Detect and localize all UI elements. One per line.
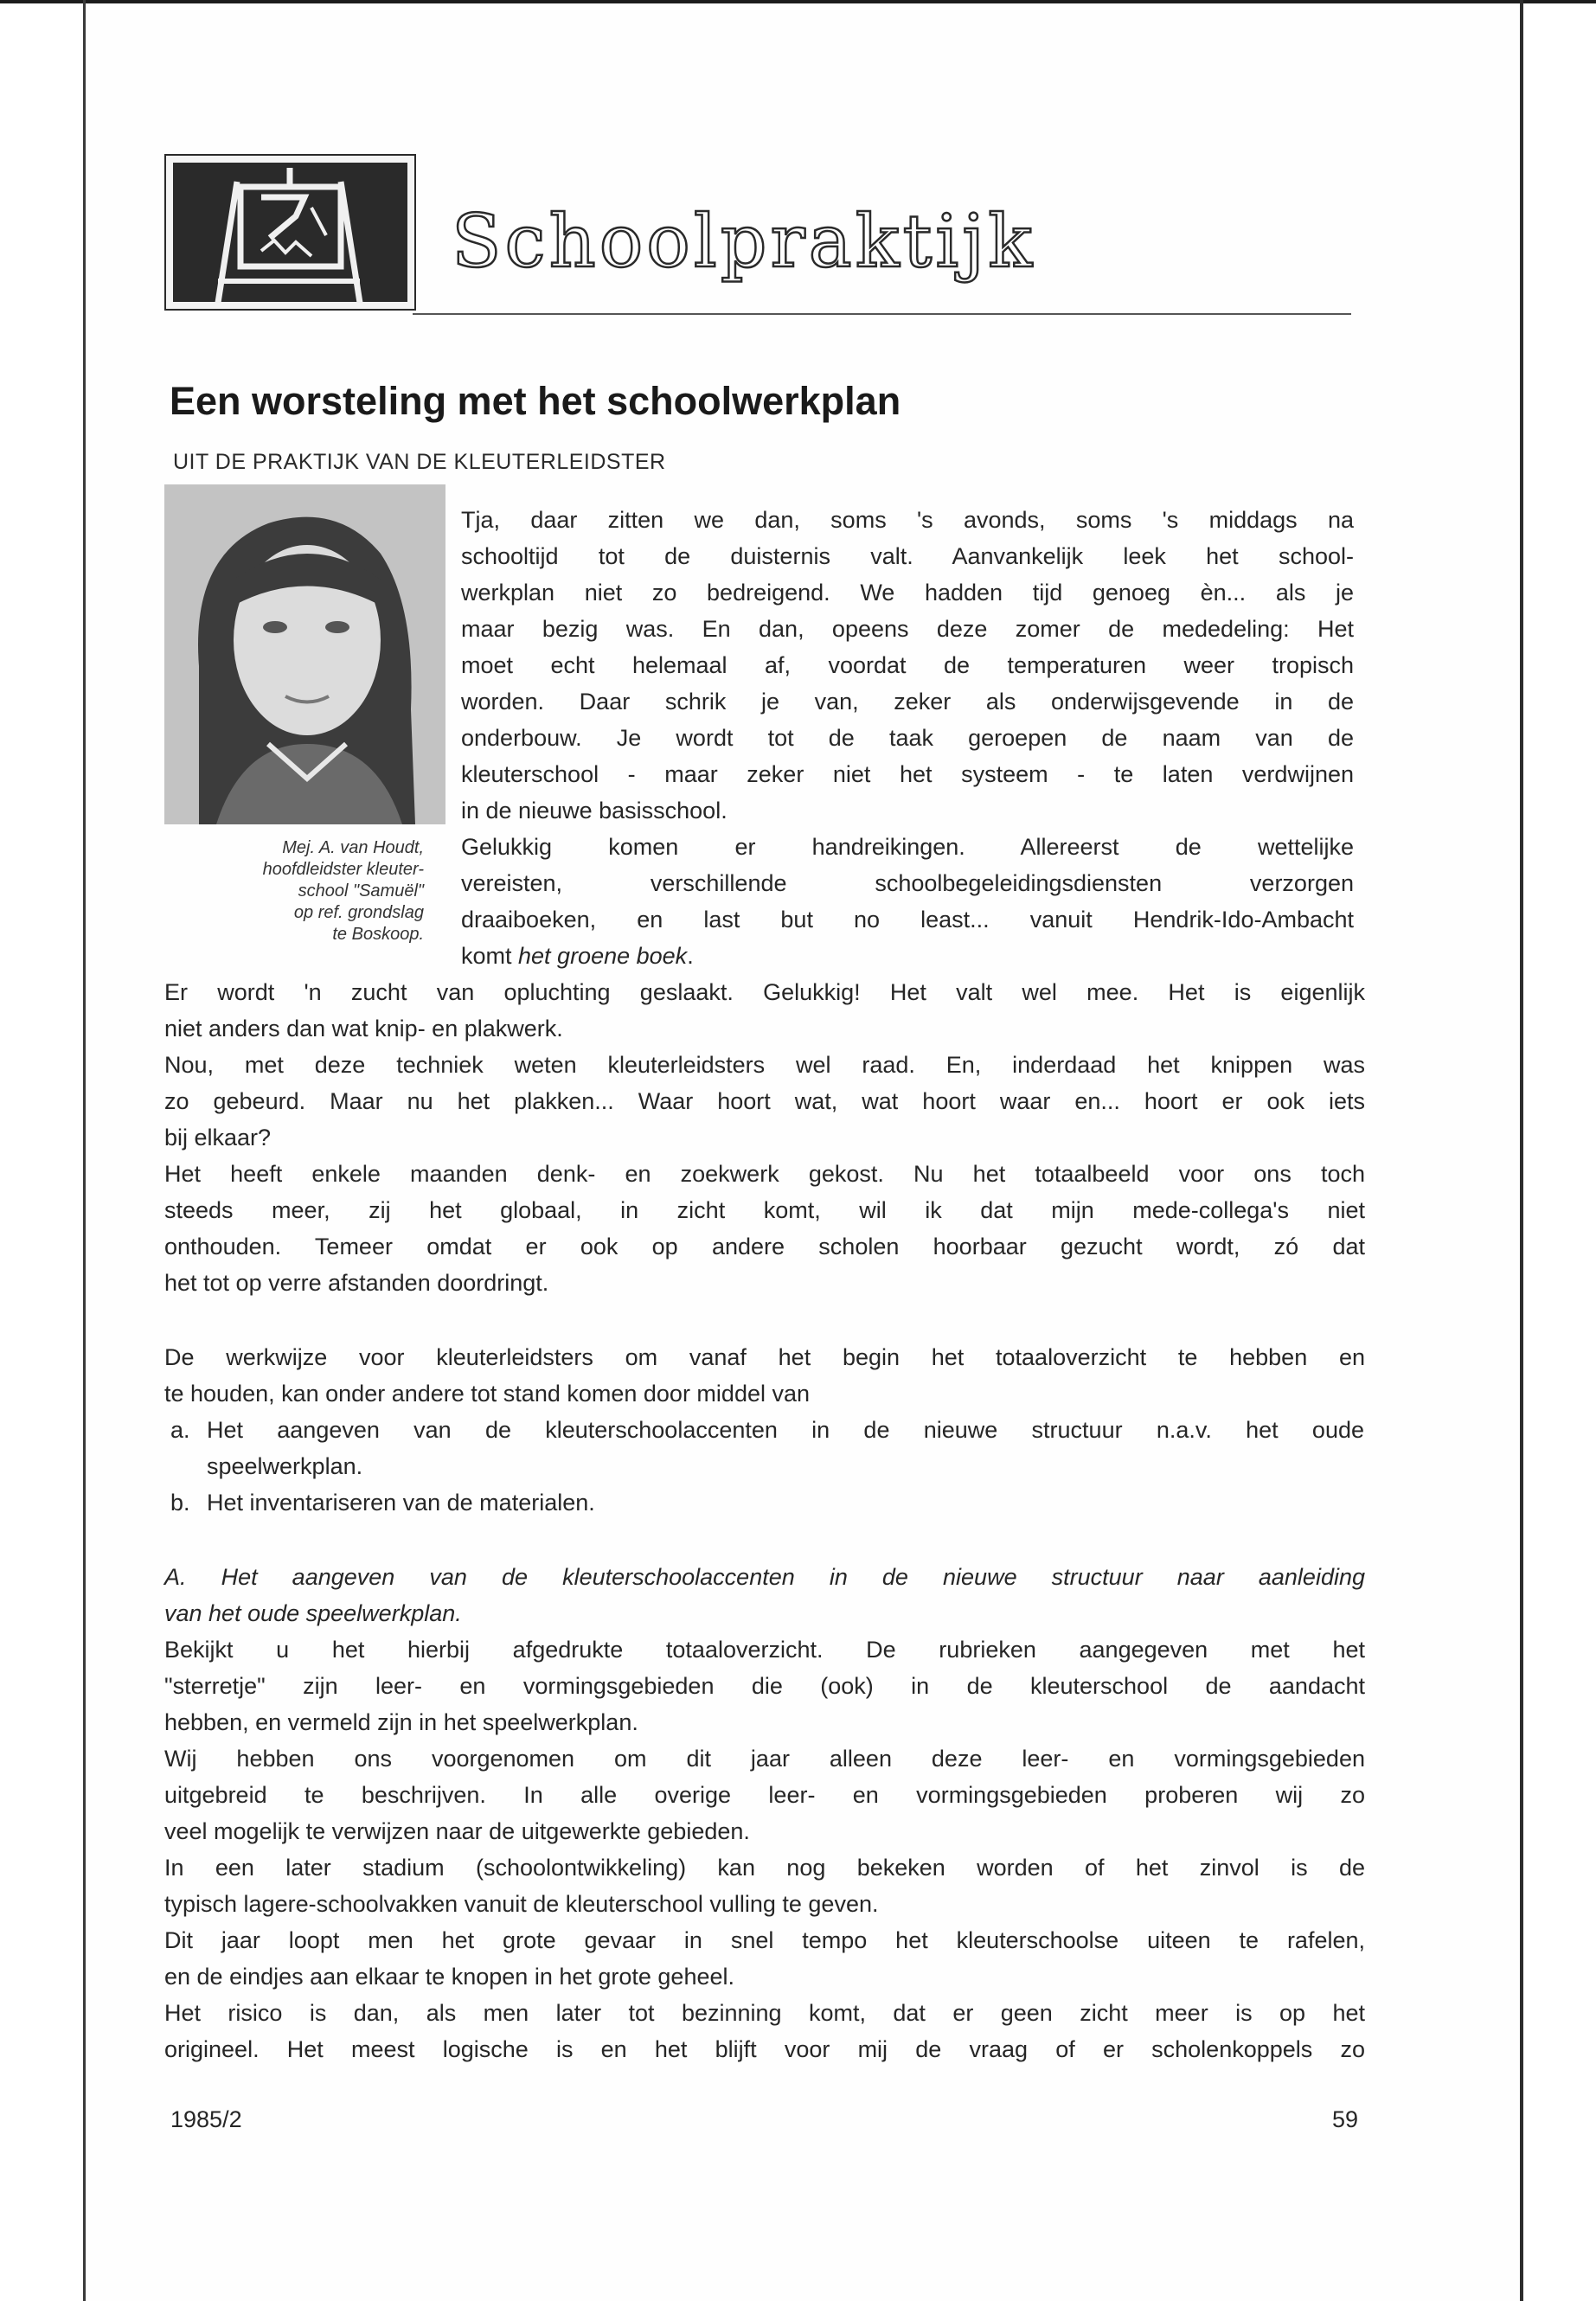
easel-icon [164, 154, 416, 311]
text-line: Bekijkt u het hierbij afgedrukte totaaloverzicht. De rubrieken aangegeven met het [164, 1637, 1365, 1663]
text-line: kleuterschool - maar zeker niet het systeem - te laten verdwijnen [461, 761, 1354, 787]
text-line: maar bezig was. En dan, opeens deze zomer de mededeling: Het [461, 616, 1354, 642]
text-line: worden. Daar schrik je van, zeker als onderwijsgevende in de [461, 689, 1354, 715]
text-line: onderbouw. Je wordt tot de taak geroepen de naam van de [461, 725, 1354, 751]
text-line: Het inventariseren van de materialen. [207, 1490, 595, 1516]
text-line: Dit jaar loopt men het grote gevaar in snel tempo het kleuterschoolse uiteen te rafelen, [164, 1927, 1365, 1953]
section-title: Schoolpraktijk [452, 199, 1036, 284]
body-paragraph-2 [164, 1339, 1365, 1412]
section-a-heading: van het oude speelwerkplan. [164, 1600, 462, 1626]
text-line: Het heeft enkele maanden denk- en zoekwerk gekost. Nu het totaalbeeld voor ons toch [164, 1161, 1365, 1187]
scan-edge-left [83, 0, 86, 2301]
scan-edge-top [0, 0, 1596, 3]
text-line: draaiboeken, en last but no least... vanuit Hendrik-Ido-Ambacht [461, 907, 1354, 933]
portrait-photo [164, 484, 445, 824]
text-line: bij elkaar? [164, 1125, 272, 1150]
intro-paragraph [461, 502, 1354, 974]
text-line: zo gebeurd. Maar nu het plakken... Waar hoort wat, wat hoort waar en... hoort er ook iets [164, 1088, 1365, 1114]
caption-line: hoofdleidster kleuter- [262, 860, 424, 879]
text-line: vereisten, verschillende schoolbegeleidingsdiensten verzorgen [461, 870, 1354, 896]
caption-line: te Boskoop. [332, 925, 424, 944]
text-line: Het risico is dan, als men later tot bezinning komt, dat er geen zicht meer is op het [164, 2000, 1365, 2026]
list-marker: a. [170, 1417, 190, 1443]
photo-caption [173, 837, 424, 945]
caption-line: Mej. A. van Houdt, [282, 838, 424, 857]
text-line: hebben, en vermeld zijn in het speelwerkplan. [164, 1709, 638, 1735]
text-line: Nou, met deze techniek weten kleuterleidsters wel raad. En, inderdaad het knippen was [164, 1052, 1365, 1078]
text-line: Er wordt 'n zucht van opluchting geslaakt. Gelukkig! Het valt wel mee. Het is eigenlijk [164, 979, 1365, 1005]
text-line: steeds meer, zij het globaal, in zicht komt, wil ik dat mijn mede-collega's niet [164, 1197, 1365, 1223]
text-line [461, 938, 1354, 974]
text-line: De werkwijze voor kleuterleidsters om vanaf het begin het totaaloverzicht te hebben en [164, 1344, 1365, 1370]
text-fragment: komt [461, 943, 519, 969]
text-line: onthouden. Temeer omdat er ook op andere scholen hoorbaar gezucht wordt, zó dat [164, 1234, 1365, 1259]
text-line: speelwerkplan. [207, 1453, 363, 1479]
text-line: Gelukkig komen er handreikingen. Allereerst de wettelijke [461, 834, 1354, 860]
section-a [164, 1559, 1365, 2067]
text-line: het tot op verre afstanden doordringt. [164, 1270, 549, 1296]
text-fragment: . [687, 943, 694, 969]
text-line: schooltijd tot de duisternis valt. Aanvankelijk leek het school- [461, 543, 1354, 569]
scan-edge-right [1520, 0, 1523, 2301]
article-title: Een worsteling met het schoolwerkplan [170, 379, 901, 423]
text-line: "sterretje" zijn leer- en vormingsgebieden die (ook) in de kleuterschool de aandacht [164, 1673, 1365, 1699]
list-marker: b. [170, 1490, 190, 1516]
book-title: het groene boek [518, 943, 688, 969]
text-line: Wij hebben ons voorgenomen om dit jaar alleen deze leer- en vormingsgebieden [164, 1746, 1365, 1772]
text-line: niet anders dan wat knip- en plakwerk. [164, 1016, 563, 1042]
text-line: in de nieuwe basisschool. [461, 798, 727, 824]
title-divider [413, 313, 1351, 315]
text-line: Het aangeven van de kleuterschoolaccenten in de nieuwe structuur n.a.v. het oude [207, 1417, 1364, 1443]
body-paragraph-1 [164, 974, 1365, 1301]
text-line: veel mogelijk te verwijzen naar de uitgewerkte gebieden. [164, 1818, 750, 1844]
text-line: typisch lagere-schoolvakken vanuit de kleuterschool vulling te geven. [164, 1891, 879, 1917]
text-line: en de eindjes aan elkaar te knopen in het grote geheel. [164, 1964, 734, 1990]
text-line: origineel. Het meest logische is en het blijft voor mij de vraag of er scholenkoppels zo [164, 2036, 1365, 2062]
text-line: Tja, daar zitten we dan, soms 's avonds, soms 's middags na [461, 507, 1354, 533]
text-line: moet echt helemaal af, voordat de temperaturen weer tropisch [461, 652, 1354, 678]
caption-line: op ref. grondslag [293, 903, 424, 922]
section-a-heading: A. Het aangeven van de kleuterschoolaccenten in de nieuwe structuur naar aanleiding [164, 1564, 1365, 1590]
article-subtitle: UIT DE PRAKTIJK VAN DE KLEUTERLEIDSTER [173, 450, 666, 474]
issue-number: 1985/2 [170, 2106, 242, 2132]
text-line: uitgebreid te beschrijven. In alle overige leer- en vormingsgebieden proberen wij zo [164, 1782, 1365, 1808]
text-line: werkplan niet zo bedreigend. We hadden tijd genoeg èn... als je [461, 580, 1354, 606]
text-line: te houden, kan onder andere tot stand komen door middel van [164, 1381, 811, 1407]
text-line: In een later stadium (schoolontwikkeling) kan nog bekeken worden of het zinvol is de [164, 1855, 1365, 1881]
page-number: 59 [1332, 2106, 1359, 2132]
caption-line: school "Samuël" [298, 881, 424, 901]
